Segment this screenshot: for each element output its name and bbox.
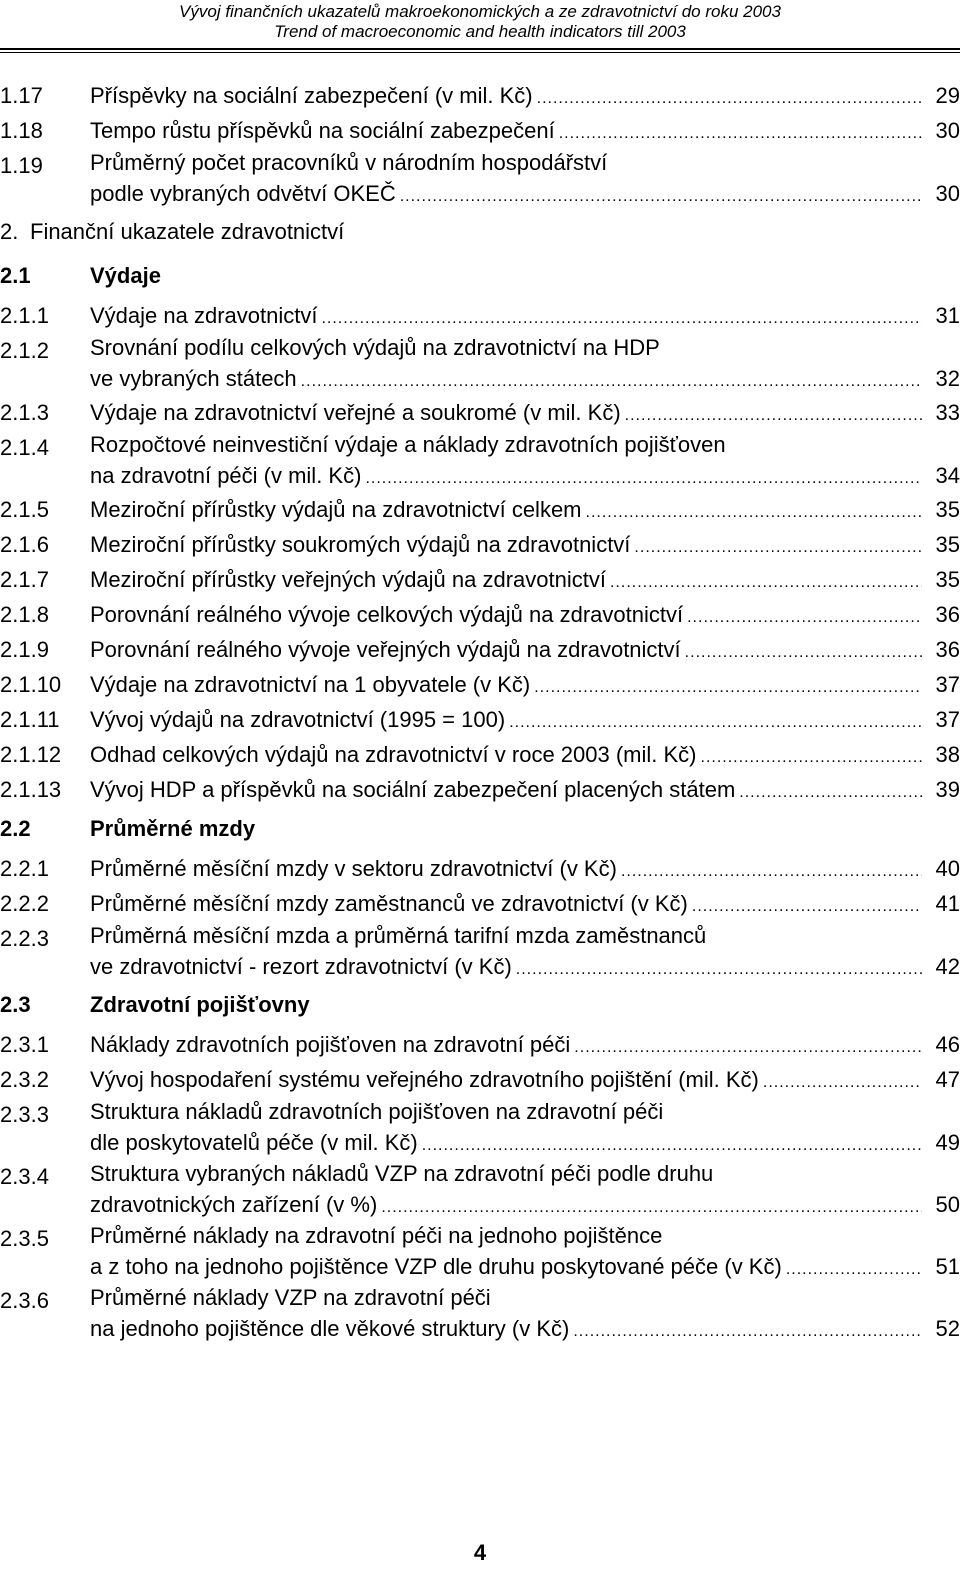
page-number: 4 xyxy=(473,1540,487,1565)
header-title-en: Trend of macroeconomic and health indicators till 2003 xyxy=(274,22,686,41)
toc-entry[interactable]: 2.1.6 Meziroční přírůstky soukromých výdajů na zdravotnictví ..... 35 xyxy=(0,527,960,562)
toc-entry[interactable]: 2.1.5 Meziroční přírůstky výdajů na zdravotnictví celkem ..... 35 xyxy=(0,492,960,527)
toc-entry[interactable]: 2.2.3 Průměrná měsíční mzda a průměrná tarifní mzda zaměstnanců ve zdravotnictví - rezort zdravotnictví (v Kč) ..... 42 xyxy=(0,921,960,983)
toc-entry[interactable]: 2.1.1 Výdaje na zdravotnictví ..... 31 xyxy=(0,298,960,333)
table-of-contents xyxy=(0,78,960,1345)
header-rule xyxy=(0,48,960,50)
toc-entry[interactable]: 1.18 Tempo růstu příspěvků na sociální zabezpečení ..... 30 xyxy=(0,113,960,148)
toc-entry[interactable]: 2.1.12 Odhad celkových výdajů na zdravotnictví v roce 2003 (mil. Kč) ..... 38 xyxy=(0,737,960,772)
toc-entry[interactable]: 2.1.3 Výdaje na zdravotnictví veřejné a soukromé (v mil. Kč) ..... 33 xyxy=(0,395,960,430)
toc-entry[interactable]: 2.3.4 Struktura vybraných nákladů VZP na zdravotní péči podle druhu zdravotnických zařízení (v %) ..... 50 xyxy=(0,1159,960,1221)
toc-entry[interactable]: 2.1.8 Porovnání reálného vývoje celkových výdajů na zdravotnictví ..... 36 xyxy=(0,597,960,632)
toc-entry[interactable]: 2.3.2 Vývoj hospodaření systému veřejného zdravotního pojištění (mil. Kč) ..... 47 xyxy=(0,1062,960,1097)
section-heading: 2.3 Zdravotní pojišťovny xyxy=(0,992,310,1017)
toc-entry[interactable]: 2.1.13 Vývoj HDP a příspěvků na sociální zabezpečení placených státem ..... 39 xyxy=(0,772,960,807)
toc-entry[interactable]: 1.17 Příspěvky na sociální zabezpečení (v mil. Kč) ..... 29 xyxy=(0,78,960,113)
toc-entry[interactable]: 2.3.5 Průměrné náklady na zdravotní péči na jednoho pojištěnce a z toho na jednoho pojištěnce VZP dle druhu poskytované péče (v Kč) ..... 51 xyxy=(0,1221,960,1283)
section-heading: 2.1 Výdaje xyxy=(0,263,161,288)
header-rule-thin xyxy=(0,52,960,53)
toc-entry[interactable]: 2.2.2 Průměrné měsíční mzdy zaměstnanců ve zdravotnictví (v Kč) ..... 41 xyxy=(0,886,960,921)
toc-entry[interactable]: 2.1.11 Vývoj výdajů na zdravotnictví (1995 = 100) ..... 37 xyxy=(0,702,960,737)
section-heading: 2.2 Průměrné mzdy xyxy=(0,816,256,841)
toc-entry[interactable]: 1.19 Průměrný počet pracovníků v národním hospodářství podle vybraných odvětví OKEČ ..... 30 xyxy=(0,148,960,210)
toc-entry[interactable]: 2.2.1 Průměrné měsíční mzdy v sektoru zdravotnictví (v Kč) ..... 40 xyxy=(0,851,960,886)
toc-entry[interactable]: 2.1.2 Srovnání podílu celkových výdajů na zdravotnictví na HDP ve vybraných státech ..... 32 xyxy=(0,333,960,395)
toc-entry[interactable]: 2.1.7 Meziroční přírůstky veřejných výdajů na zdravotnictví ..... 35 xyxy=(0,562,960,597)
toc-entry[interactable]: 2.1.9 Porovnání reálného vývoje veřejných výdajů na zdravotnictví ..... 36 xyxy=(0,632,960,667)
running-header xyxy=(0,0,960,48)
toc-entry[interactable]: 2.3.6 Průměrné náklady VZP na zdravotní péči na jednoho pojištěnce dle věkové struktury (v Kč) ..... 52 xyxy=(0,1283,960,1345)
header-title-cs: Vývoj finančních ukazatelů makroekonomických a ze zdravotnictví do roku 2003 xyxy=(179,2,781,21)
toc-entry[interactable]: 2.1.10 Výdaje na zdravotnictví na 1 obyvatele (v Kč) ..... 37 xyxy=(0,667,960,702)
toc-entry[interactable]: 2.3.1 Náklady zdravotních pojišťoven na zdravotní péči ..... 46 xyxy=(0,1027,960,1062)
toc-entry[interactable]: 2.3.3 Struktura nákladů zdravotních pojišťoven na zdravotní péči dle poskytovatelů péče (v mil. Kč) ..... 49 xyxy=(0,1097,960,1159)
toc-entry[interactable]: 2.1.4 Rozpočtové neinvestiční výdaje a náklady zdravotních pojišťoven na zdravotní péči (v mil. Kč) ..... 34 xyxy=(0,430,960,492)
section-heading: 2. Finanční ukazatele zdravotnictví xyxy=(0,219,345,244)
